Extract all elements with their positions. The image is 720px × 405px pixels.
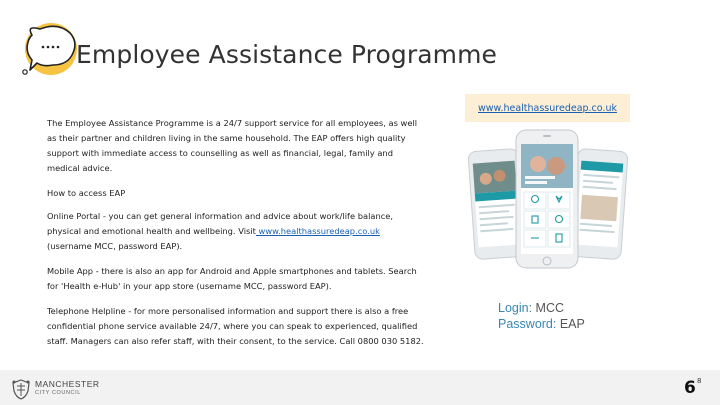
footer-bar — [0, 370, 720, 405]
how-to-heading: How to access EAP — [47, 188, 126, 198]
online-portal-credentials: (username MCC, password EAP). — [47, 241, 183, 251]
password-value: EAP — [559, 317, 585, 331]
login-line — [498, 300, 585, 316]
org-subtitle: CITY COUNCIL — [35, 390, 81, 396]
page-number-superscript: 8 — [697, 377, 702, 385]
speech-bubble-icon — [18, 20, 80, 78]
password-line — [498, 316, 585, 332]
online-portal-link[interactable]: www.healthassuredeap.co.uk — [255, 226, 380, 236]
online-portal-paragraph — [47, 209, 427, 254]
phone-mockups-image — [468, 124, 628, 289]
org-name: MANCHESTER — [35, 379, 100, 389]
page-number: 6 — [684, 378, 696, 398]
login-value: MCC — [535, 301, 565, 315]
intro-paragraph: The Employee Assistance Programme is a 24/7 support service for all employees, as well as their partner and children living in the same household. The EAP offers high quality support with immediate access to counselling as well as financial, legal, family and medical advice. — [47, 118, 418, 173]
login-credentials — [498, 300, 585, 332]
page-title: Employee Assistance Programme — [76, 40, 498, 69]
password-label: Password: — [498, 317, 557, 331]
mobile-app-paragraph: Mobile App - there is also an app for Android and Apple smartphones and tablets. Search for 'Health e-Hub' in your app store (username MCC, password EAP). — [47, 266, 417, 291]
url-box — [465, 94, 630, 122]
body-text — [47, 116, 427, 359]
online-portal-text: Online Portal - you can get general information and advice about work/life balance, physical and emotional health and wellbeing. Visit — [47, 211, 394, 236]
helpline-paragraph: Telephone Helpline - for more personalised information and support there is also a free confidential phone service available 24/7, where you can speak to experienced, qualified staff. Managers can also refer staff, with their consent, to the service. Call 0800 030 5182. — [47, 306, 424, 346]
manchester-crest-icon — [10, 378, 32, 400]
login-label: Login: — [498, 301, 533, 315]
url-link[interactable]: www.healthassuredeap.co.uk — [478, 102, 617, 114]
